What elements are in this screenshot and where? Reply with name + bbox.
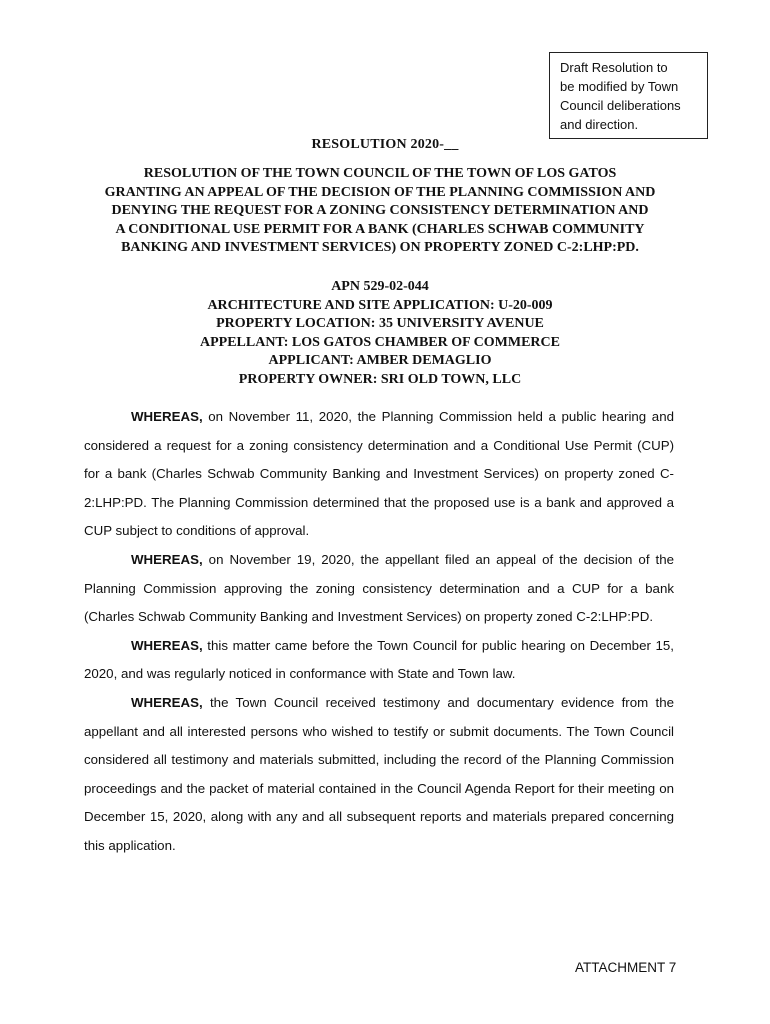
owner-line: PROPERTY OWNER: SRI OLD TOWN, LLC [238,371,522,387]
paragraph-text: this matter came before the Town Council for public hearing on December 15, 2020, and was regularly noticed in conformance with State and Town law. [84,637,674,682]
application-line: ARCHITECTURE AND SITE APPLICATION: U-20-009 [207,297,553,313]
appellant-line: APPELLANT: LOS GATOS CHAMBER OF COMMERCE [199,334,560,350]
title-line: GRANTING AN APPEAL OF THE DECISION OF THE PLANNING COMMISSION AND [104,184,656,200]
whereas-paragraph [84,632,674,689]
resolution-number: RESOLUTION 2020-__ [311,137,459,152]
resolution-body [84,403,674,861]
title-line: A CONDITIONAL USE PERMIT FOR A BANK (CHARLES SCHWAB COMMUNITY [115,221,645,237]
whereas-lead: WHEREAS, [131,637,203,653]
attachment-label: ATTACHMENT 7 [575,960,677,975]
draft-note-line: Draft Resolution to [560,60,668,75]
whereas-lead: WHEREAS, [131,551,203,567]
whereas-paragraph [84,403,674,546]
apn-line: APN 529-02-044 [331,279,429,294]
paragraph-text: the Town Council received testimony and documentary evidence from the appellant and all interested persons who wished to testify or submit documents. The Town Council considered all testimony and materials submitted, including the record of the Planning Commission proceedings and the packet of material contained in the Council Agenda Report for their meeting on December 15, 2020, along with any and all subsequent reports and materials prepared concerning this application. [84,694,674,853]
paragraph-text: on November 19, 2020, the appellant filed an appeal of the decision of the Planning Commission approving the zoning consistency determination and a CUP for a bank (Charles Schwab Community Banking and Investment Services) on property zoned C-2:LHP:PD. [84,551,674,625]
draft-note-line: Council deliberations [560,98,681,113]
title-line: BANKING AND INVESTMENT SERVICES) ON PROPERTY ZONED C-2:LHP:PD. [121,240,639,255]
applicant-line: APPLICANT: AMBER DEMAGLIO [268,353,492,368]
whereas-lead: WHEREAS, [131,694,203,710]
location-line: PROPERTY LOCATION: 35 UNIVERSITY AVENUE [216,316,544,331]
draft-note-box [549,52,708,139]
whereas-paragraph [84,689,674,861]
application-metadata [90,278,670,389]
paragraph-text: on November 11, 2020, the Planning Commission held a public hearing and considered a request for a zoning consistency determination and a Conditional Use Permit (CUP) for a bank (Charles Schwab Community Banking and Investment Services) on property zoned C-2:LHP:PD. The Planning Commission determined that the proposed use is a bank and approved a CUP subject to conditions of approval. [84,409,674,539]
draft-note-line: and direction. [560,117,639,132]
title-line: DENYING THE REQUEST FOR A ZONING CONSISTENCY DETERMINATION AND [111,203,649,218]
draft-note-line: be modified by Town [560,79,679,94]
whereas-paragraph [84,546,674,632]
title-line: RESOLUTION OF THE TOWN COUNCIL OF THE TOWN OF LOS GATOS [143,166,617,181]
whereas-lead: WHEREAS, [131,409,203,424]
resolution-title [90,165,670,258]
